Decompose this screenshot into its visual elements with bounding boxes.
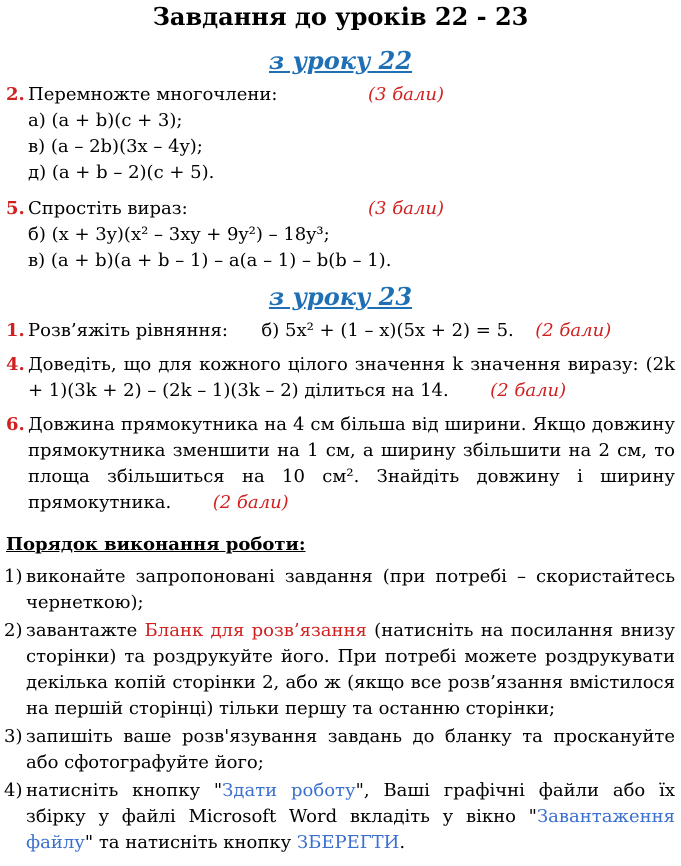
task-5 (6, 196, 675, 222)
page-title: Завдання до уроків 22 - 23 (152, 2, 529, 31)
task-4 (6, 352, 675, 404)
step-text: запишіть ваше розв'язування завдань до бланку та проскануйте або сфотографуйте його; (26, 726, 675, 773)
task-item: а) (a + b)(c + 3); (28, 110, 183, 131)
step-text-post: . (399, 832, 406, 853)
step-text-pre: натисніть кнопку " (26, 780, 223, 801)
task-item: б) 5x² + (1 – x)(5x + 2) = 5. (261, 320, 514, 341)
instruction-step (6, 778, 675, 856)
section-heading-lesson-22: з уроку 22 (268, 46, 413, 75)
task-points: (3 бали) (368, 198, 444, 219)
task-points: (3 бали) (368, 84, 444, 105)
step-number: 4) (4, 780, 23, 801)
step-text-mid: ", Ваші графічні файли або їх збірку у файлі Microsoft Word вкладіть у вікно " (26, 780, 676, 827)
task-number: 4. (6, 354, 25, 375)
task-item: в) (a – 2b)(3x – 4y); (28, 136, 203, 157)
task-text: Доведіть, що для кожного цілого значення k значення виразу: (2k + 1)(3k + 2) – (2k – 1)(3k – 2) ділиться на 14. (28, 354, 675, 401)
task-item: б) (x + 3y)(x² – 3xy + 9y²) – 18y³; (28, 224, 330, 245)
section-heading-lesson-23: з уроку 23 (268, 282, 413, 311)
instruction-step (6, 724, 675, 776)
task-item: в) (a + b)(a + b – 1) – a(a – 1) – b(b – 1). (28, 250, 392, 271)
task-5-items (6, 222, 675, 274)
task-number: 6. (6, 414, 25, 435)
document-page (0, 2, 681, 866)
task-1 (6, 318, 675, 344)
step-text: виконайте запропоновані завдання (при потребі – скористайтесь чернеткою); (26, 566, 675, 613)
step-text-mid2: " та натисніть кнопку (84, 832, 297, 853)
save-label: ЗБЕРЕГТИ (296, 832, 400, 853)
step-text-pre: завантажте (26, 620, 145, 641)
instructions-list (6, 564, 675, 856)
step-number: 2) (4, 620, 23, 641)
file-upload-label: Завантаження файлу (26, 806, 675, 853)
task-text: Спростіть вираз: (28, 198, 188, 219)
step-number: 1) (4, 566, 23, 587)
task-points: (2 бали) (490, 380, 567, 401)
task-points: (2 бали) (535, 320, 612, 341)
submit-work-label: Здати роботу (222, 780, 356, 801)
instructions-heading: Порядок виконання роботи: (6, 534, 306, 555)
task-item: д) (a + b – 2)(c + 5). (28, 162, 215, 183)
task-points: (2 бали) (212, 492, 289, 513)
task-2 (6, 82, 675, 108)
instruction-step (6, 618, 675, 722)
task-number: 5. (6, 198, 25, 219)
task-6 (6, 412, 675, 516)
task-2-items (6, 108, 675, 186)
step-number: 3) (4, 726, 23, 747)
answer-form-link[interactable]: Бланк для розв’язання (144, 620, 367, 641)
instruction-step (6, 564, 675, 616)
task-text: Розв’яжіть рівняння: (28, 320, 228, 341)
task-text: Перемножте многочлени: (28, 84, 278, 105)
step-text-post: (натисніть на посилання внизу сторінки) та роздрукуйте його. При потребі можете роздрукувати декілька копій сторінки 2, або ж (якщо все розв’язання вмістилося на першій сторінці) тільки першу та останню сторінки; (26, 620, 675, 719)
task-number: 2. (6, 84, 25, 105)
task-text: Довжина прямокутника на 4 см більша від ширини. Якщо довжину прямокутника зменшити на 1 см, а ширину збільшити на 2 см, то площа збільшиться на 10 см². Знайдіть довжину і ширину прямокутника. (28, 414, 675, 513)
task-number: 1. (6, 320, 25, 341)
